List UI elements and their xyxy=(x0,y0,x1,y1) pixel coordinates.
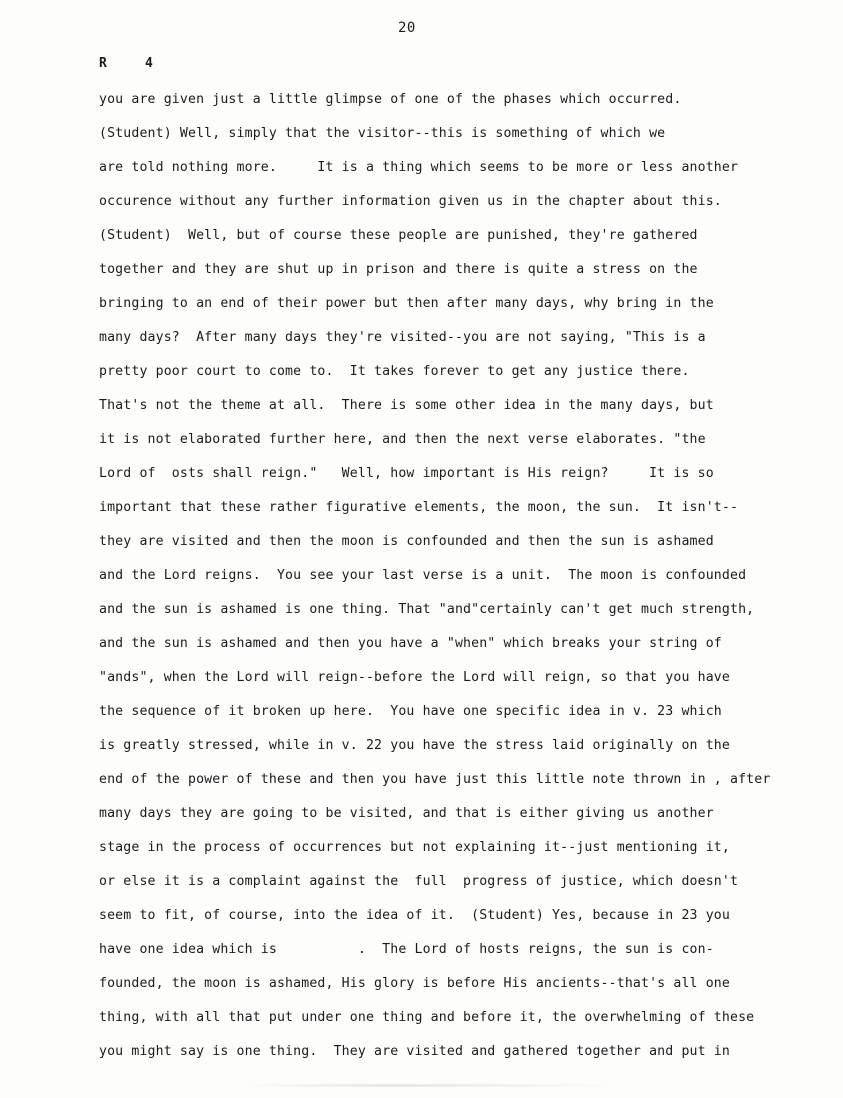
text-line: bringing to an end of their power but then after many days, why bring in the xyxy=(99,296,714,311)
text-line: end of the power of these and then you have just this little note thrown in , after xyxy=(99,772,771,787)
text-line: thing, with all that put under one thing and before it, the overwhelming of these xyxy=(99,1010,755,1025)
text-line: are told nothing more. It is a thing which seems to be more or less another xyxy=(99,160,739,175)
text-line: pretty poor court to come to. It takes forever to get any justice there. xyxy=(99,364,690,379)
text-line: seem to fit, of course, into the idea of it. (Student) Yes, because in 23 you xyxy=(99,908,730,923)
text-line: and the sun is ashamed is one thing. That "and"certainly can't get much strength, xyxy=(99,602,755,617)
text-line: stage in the process of occurrences but not explaining it--just mentioning it, xyxy=(99,840,730,855)
text-line: it is not elaborated further here, and then the next verse elaborates. "the xyxy=(99,432,706,447)
text-line: occurence without any further information given us in the chapter about this. xyxy=(99,194,722,209)
text-line: is greatly stressed, while in v. 22 you have the stress laid originally on the xyxy=(99,738,730,753)
text-line: important that these rather figurative elements, the moon, the sun. It isn't-- xyxy=(99,500,739,515)
text-line: they are visited and then the moon is confounded and then the sun is ashamed xyxy=(99,534,714,549)
text-line: together and they are shut up in prison and there is quite a stress on the xyxy=(99,262,698,277)
scan-smudge xyxy=(240,1084,620,1087)
section-reference xyxy=(99,56,153,71)
text-line: "ands", when the Lord will reign--before the Lord will reign, so that you have xyxy=(99,670,730,685)
text-line: That's not the theme at all. There is some other idea in the many days, but xyxy=(99,398,714,413)
text-line: have one idea which is . The Lord of hosts reigns, the sun is con- xyxy=(99,942,714,957)
text-line: founded, the moon is ashamed, His glory is before His ancients--that's all one xyxy=(99,976,730,991)
text-line: and the Lord reigns. You see your last verse is a unit. The moon is confounded xyxy=(99,568,747,583)
text-line: Lord of osts shall reign." Well, how important is His reign? It is so xyxy=(99,466,714,481)
text-line: the sequence of it broken up here. You have one specific idea in v. 23 which xyxy=(99,704,722,719)
text-line: many days? After many days they're visited--you are not saying, "This is a xyxy=(99,330,706,345)
page-number: 20 xyxy=(398,20,416,36)
text-line: (Student) Well, simply that the visitor--this is something of which we xyxy=(99,126,666,141)
reference-number: 4 xyxy=(145,56,153,71)
text-line: (Student) Well, but of course these people are punished, they're gathered xyxy=(99,228,698,243)
text-line: you might say is one thing. They are visited and gathered together and put in xyxy=(99,1044,730,1059)
transcript-body xyxy=(99,89,799,1075)
text-line: many days they are going to be visited, and that is either giving us another xyxy=(99,806,714,821)
text-line: and the sun is ashamed and then you have a "when" which breaks your string of xyxy=(99,636,722,651)
text-line: you are given just a little glimpse of one of the phases which occurred. xyxy=(99,92,682,107)
text-line: or else it is a complaint against the full progress of justice, which doesn't xyxy=(99,874,739,889)
reference-label: R xyxy=(99,56,107,71)
